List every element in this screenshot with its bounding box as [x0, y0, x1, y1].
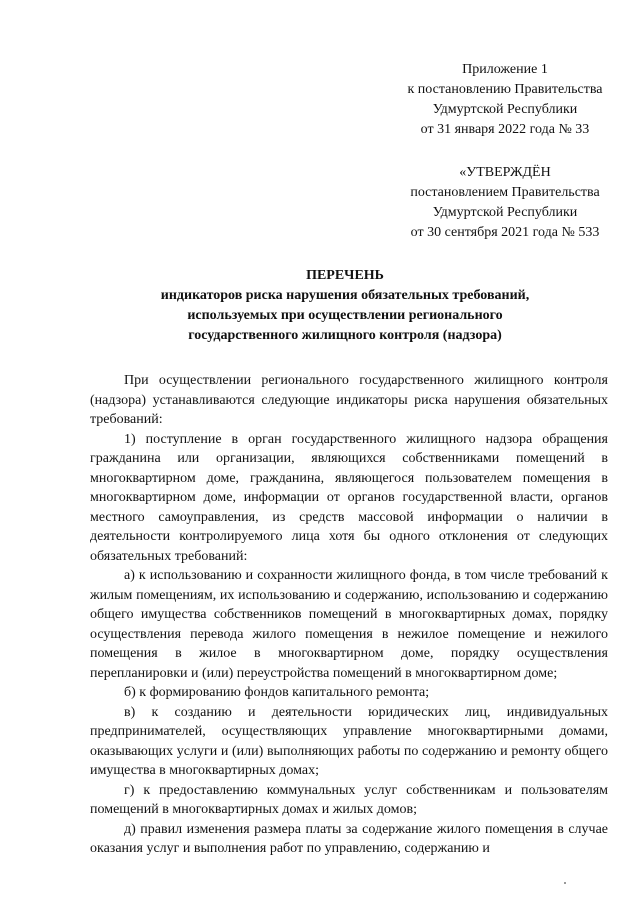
approval-stamp: [385, 163, 625, 243]
approved-line-1: «УТВЕРЖДЁН: [459, 165, 551, 180]
paragraph-item-a: а) к использованию и сохранности жилищного фонда, в том числе требований к жилым помещениям, их использованию и содержанию, использованию и содержанию общего имущества собственников помещений в многоквартирных домах, порядку осуществления перевода жилого помещения в нежилое помещение и нежилого помещения в жилое в многоквартирном доме, порядку осуществления перепланировки и (или) переустройства помещений в многоквартирном доме;: [90, 568, 608, 681]
approved-line-3: Удмуртской Республики: [432, 205, 578, 220]
paragraph-item-b: б) к формированию фондов капитального ремонта;: [124, 685, 430, 700]
scan-speck: [564, 882, 566, 884]
heading-line-2: используемых при осуществлении регионального: [187, 308, 503, 323]
appendix-line-3: Удмуртской Республики: [432, 102, 578, 117]
appendix-line-4: от 31 января 2022 года № 33: [420, 122, 590, 137]
paragraph-item-1: 1) поступление в орган государственного жилищного надзора обращения гражданина или организации, являющихся собственниками помещений в многоквартирном доме, гражданина, являющегося пользователем помещения в многоквартирном доме, информации от органов государственной власти, органов местного самоуправления, из средств массовой информации о наличии в деятельности контролируемого лица хотя бы одного отклонения от следующих обязательных требований:: [90, 431, 608, 564]
heading-line-3: государственного жилищного контроля (надзора): [188, 328, 502, 343]
appendix-line-2: к постановлению Правительства: [407, 82, 603, 97]
paragraph-intro: При осуществлении регионального государственного жилищного контроля (надзора) устанавливаются следующие индикаторы риска нарушения обязательных требований:: [90, 373, 608, 427]
appendix-header: [385, 60, 625, 140]
heading-title: ПЕРЕЧЕНЬ: [306, 268, 384, 283]
paragraph-item-g: г) к предоставлению коммунальных услуг собственникам и пользователям помещений в многоквартирных домах и жилых домов;: [90, 782, 608, 817]
heading-line-1: индикаторов риска нарушения обязательных требований,: [160, 288, 530, 303]
paragraph-item-v: в) к созданию и деятельности юридических лиц, индивидуальных предпринимателей, осуществляющих управление многоквартирными домами, оказывающих услуги и (или) выполняющих работы по содержанию и ремонту общего имущества в многоквартирных домах;: [90, 704, 608, 778]
approved-line-4: от 30 сентября 2021 года № 533: [410, 225, 600, 240]
document-heading: [80, 266, 610, 346]
document-body: [90, 371, 608, 859]
approved-line-2: постановлением Правительства: [410, 185, 600, 200]
paragraph-item-d: д) правил изменения размера платы за содержание жилого помещения в случае оказания услуг и выполнения работ по управлению, содержанию и: [90, 821, 608, 856]
appendix-line-1: Приложение 1: [462, 62, 548, 77]
